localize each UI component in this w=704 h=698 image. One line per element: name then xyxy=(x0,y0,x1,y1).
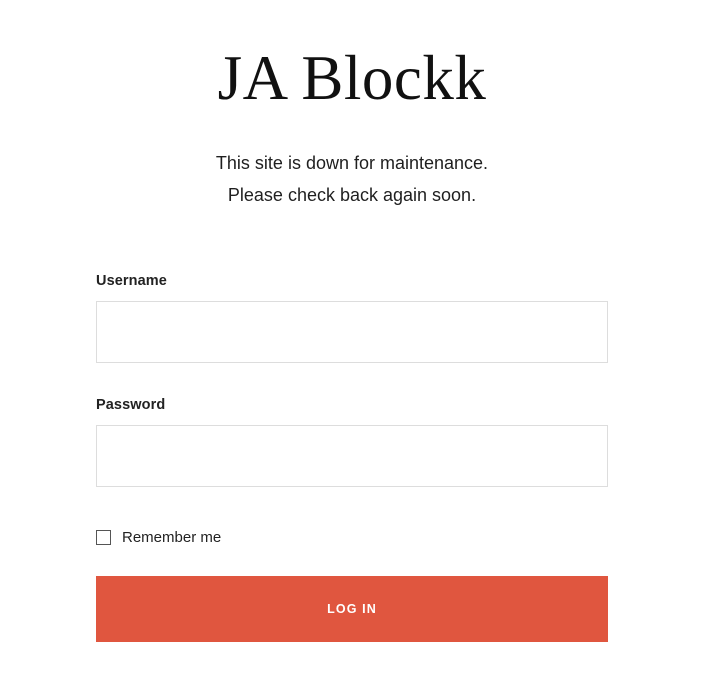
maintenance-message-line-1: This site is down for maintenance. xyxy=(215,153,489,174)
maintenance-message-line-2: Please check back again soon. xyxy=(227,185,477,206)
username-input[interactable] xyxy=(96,301,608,363)
remember-me-label: Remember me xyxy=(122,529,222,547)
password-field-group xyxy=(96,397,608,487)
username-field-group xyxy=(96,273,608,363)
maintenance-message xyxy=(96,147,608,211)
password-label: Password xyxy=(96,397,166,414)
remember-me-row xyxy=(96,529,608,546)
remember-me-checkbox[interactable] xyxy=(96,530,111,545)
username-label: Username xyxy=(96,273,167,290)
log-in-button[interactable]: LOG IN xyxy=(96,576,608,642)
login-form xyxy=(96,273,608,642)
password-input[interactable] xyxy=(96,425,608,487)
field-spacer xyxy=(96,371,608,397)
page-content xyxy=(96,0,608,642)
page-title: JA Blockk xyxy=(217,43,487,113)
